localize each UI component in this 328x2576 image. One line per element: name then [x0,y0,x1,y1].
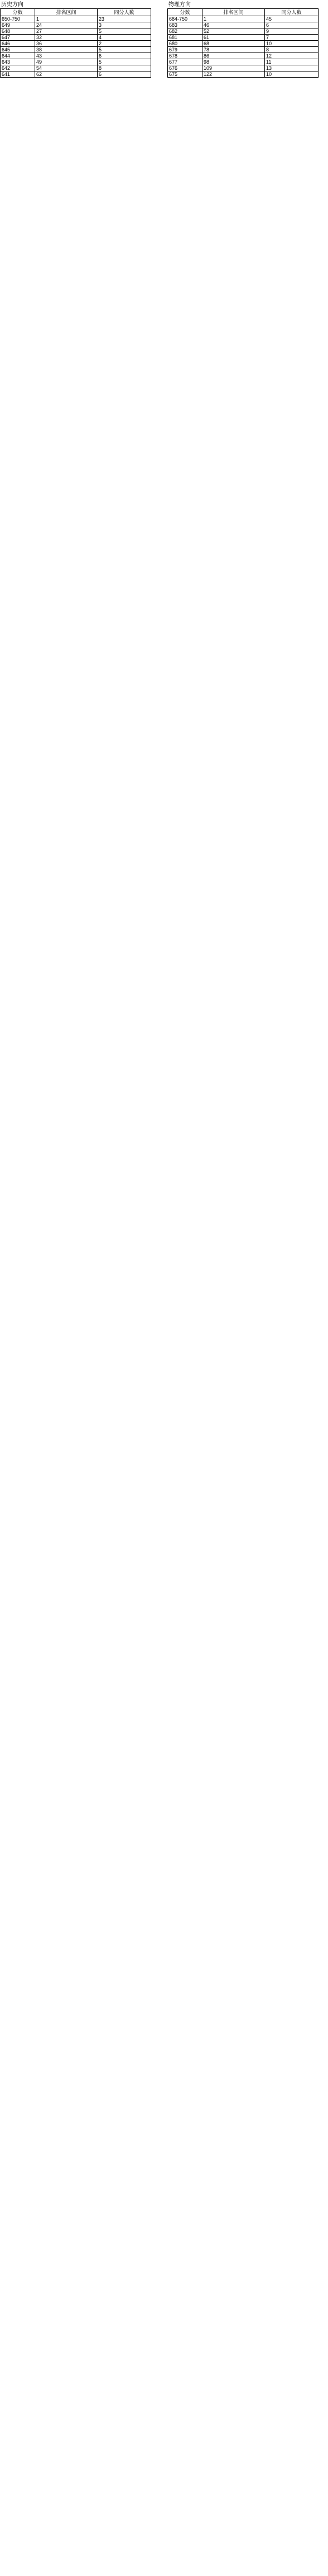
table-row [1,53,151,59]
physics-score-table [167,8,319,78]
same-score-count-cell: 6 [265,22,319,28]
rank-range-column-header: 排名区间 [35,9,98,16]
score-column-header: 分数 [168,9,202,16]
table-row [1,35,151,41]
table-row [1,22,151,28]
rank-range-cell: 52 [202,28,265,35]
same-score-count-cell: 5 [98,59,151,65]
same-score-count-cell: 23 [98,16,151,22]
table-row [168,71,319,78]
rank-range-cell: 49 [35,59,98,65]
rank-range-cell: 38 [35,47,98,53]
table-row [168,28,319,35]
table-header-row [168,9,319,16]
same-score-count-cell: 12 [265,53,319,59]
physics-section [167,1,327,78]
same-score-count-cell: 10 [265,71,319,78]
table-row [168,47,319,53]
rank-range-cell: 98 [202,59,265,65]
same-score-count-cell: 7 [265,35,319,41]
rank-range-cell: 1 [202,16,265,22]
score-cell: 682 [168,28,202,35]
rank-range-cell: 61 [202,35,265,41]
score-cell: 644 [1,53,35,59]
physics-section-title: 物理方向 [168,2,191,8]
score-cell: 649 [1,22,35,28]
rank-range-cell: 68 [202,41,265,47]
history-section [0,1,160,78]
table-row [168,41,319,47]
rank-range-cell: 109 [202,65,265,71]
table-row [1,47,151,53]
same-score-count-cell: 5 [98,47,151,53]
rank-range-cell: 24 [35,22,98,28]
score-cell: 678 [168,53,202,59]
score-cell: 677 [168,59,202,65]
table-row [168,53,319,59]
score-cell: 676 [168,65,202,71]
table-row [168,35,319,41]
history-section-title: 历史方向 [1,2,23,8]
same-score-count-cell: 6 [98,53,151,59]
score-cell: 648 [1,28,35,35]
score-column-header: 分数 [1,9,35,16]
rank-range-cell: 54 [35,65,98,71]
history-score-table [0,8,151,78]
table-row [168,65,319,71]
table-row [168,59,319,65]
score-cell: 675 [168,71,202,78]
rank-range-cell: 122 [202,71,265,78]
table-row [1,16,151,22]
score-cell: 681 [168,35,202,41]
same-score-count-cell: 11 [265,59,319,65]
score-cell: 683 [168,22,202,28]
rank-range-cell: 78 [202,47,265,53]
rank-range-cell: 46 [202,22,265,28]
table-row [1,65,151,71]
rank-range-cell: 27 [35,28,98,35]
rank-range-cell: 1 [35,16,98,22]
rank-range-cell: 62 [35,71,98,78]
score-cell: 646 [1,41,35,47]
table-row [168,22,319,28]
same-score-count-cell: 2 [98,41,151,47]
rank-range-cell: 32 [35,35,98,41]
table-header-row [1,9,151,16]
rank-range-cell: 86 [202,53,265,59]
same-score-count-column-header: 同分人数 [265,9,319,16]
same-score-count-cell: 5 [98,28,151,35]
score-cell: 647 [1,35,35,41]
same-score-count-cell: 10 [265,41,319,47]
table-row [1,59,151,65]
score-cell: 679 [168,47,202,53]
same-score-count-cell: 4 [98,35,151,41]
physics-table-body [168,16,319,78]
same-score-count-cell: 8 [265,47,319,53]
same-score-count-cell: 3 [98,22,151,28]
history-table-body [1,16,151,78]
score-cell: 684-750 [168,16,202,22]
table-row [1,41,151,47]
table-row [1,71,151,78]
score-cell: 642 [1,65,35,71]
rank-range-cell: 36 [35,41,98,47]
same-score-count-cell: 13 [265,65,319,71]
table-row [1,28,151,35]
rank-range-cell: 43 [35,53,98,59]
same-score-count-cell: 45 [265,16,319,22]
same-score-count-cell: 6 [98,71,151,78]
same-score-count-column-header: 同分人数 [98,9,151,16]
table-row [168,16,319,22]
score-cell: 650-750 [1,16,35,22]
score-cell: 641 [1,71,35,78]
rank-range-column-header: 排名区间 [202,9,265,16]
score-cell: 645 [1,47,35,53]
same-score-count-cell: 8 [98,65,151,71]
same-score-count-cell: 9 [265,28,319,35]
score-cell: 643 [1,59,35,65]
score-cell: 680 [168,41,202,47]
